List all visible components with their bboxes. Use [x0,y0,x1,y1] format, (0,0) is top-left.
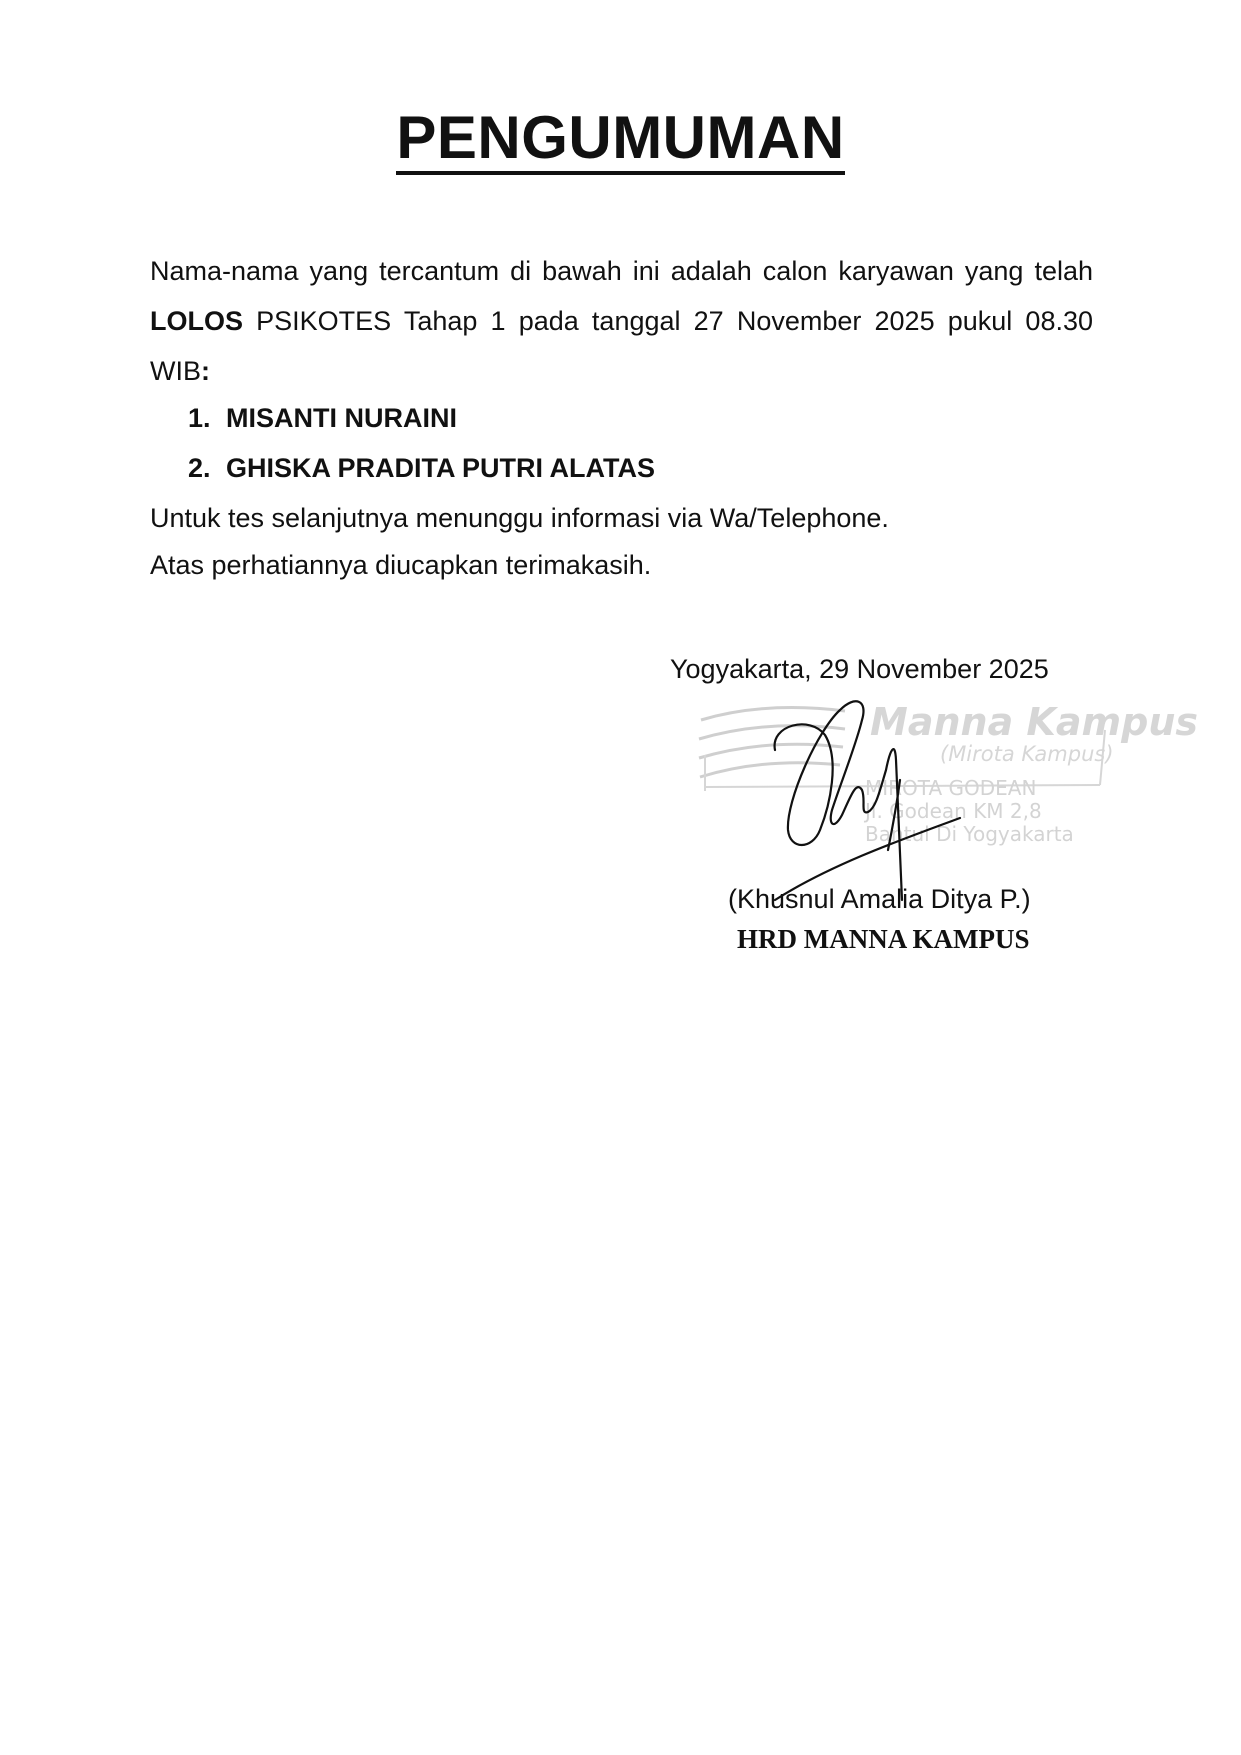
signature-icon [770,690,970,900]
list-item-number: 2. [188,453,211,483]
page-title-text: PENGUMUMAN [396,108,844,175]
closing-text: Atas perhatiannya diucapkan terimakasih. [150,550,652,580]
place-date: Yogyakarta, 29 November 2025 [670,654,1049,684]
note-text: Untuk tes selanjutnya menunggu informasi via Wa/Telephone. [150,503,889,533]
intro-colon: : [201,356,210,386]
stamp-line1: MIROTA GODEAN [865,776,1037,800]
list-item [188,393,655,443]
list-item-name: MISANTI NURAINI [226,403,457,433]
list-item-name: GHISKA PRADITA PUTRI ALATAS [226,453,655,483]
list-item [188,443,655,493]
page-title [0,104,1241,175]
intro-paragraph [150,246,1093,396]
stamp-brand: Manna Kampus [870,700,1198,744]
stamp-line3: Bantul Di Yogyakarta [865,822,1074,846]
intro-part2: PSIKOTES Tahap 1 pada tanggal 27 November 2025 pukul 08.30 WIB [150,306,1093,386]
company-name: HRD MANNA KAMPUS [737,924,1030,954]
intro-bold-lolos: LOLOS [150,306,243,336]
candidate-list [188,393,655,493]
stamp-sub: (Mirota Kampus) [940,742,1114,766]
list-item-number: 1. [188,403,211,433]
stamp-line2: Jl. Godean KM 2,8 [865,799,1042,823]
intro-part1: Nama-nama yang tercantum di bawah ini adalah calon karyawan yang telah [150,256,1093,286]
signer-name: (Khusnul Amalia Ditya P.) [728,884,1031,914]
